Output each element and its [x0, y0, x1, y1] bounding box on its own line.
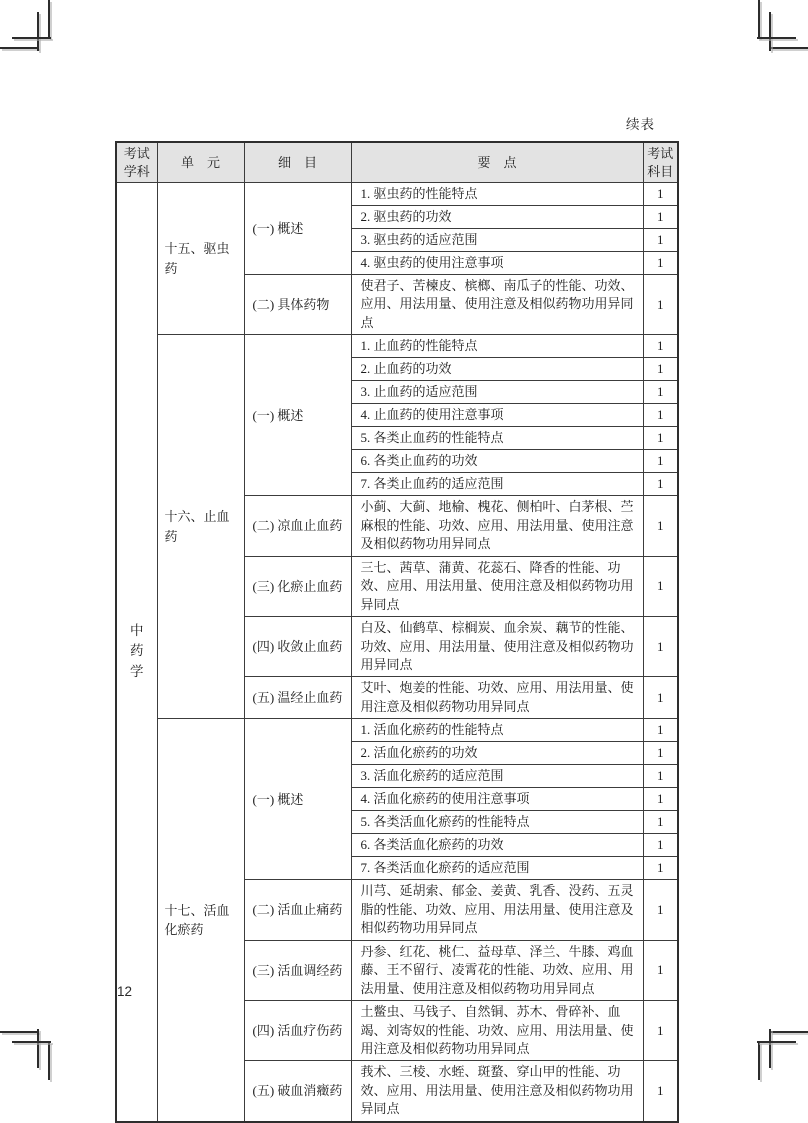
score-cell: 1	[643, 788, 678, 811]
point-cell: 艾叶、炮姜的性能、功效、应用、用法用量、使用注意及相似药物功用异同点	[351, 677, 643, 719]
item-cell: (三) 活血调经药	[244, 940, 351, 1000]
table-row	[116, 335, 678, 358]
crop-mark-bottom-left	[0, 1031, 38, 1033]
point-cell: 5. 各类活血化瘀药的性能特点	[351, 811, 643, 834]
score-cell: 1	[643, 252, 678, 275]
syllabus-table	[115, 141, 679, 1123]
crop-mark-bottom-left	[48, 1042, 50, 1080]
crop-mark-bottom-right	[769, 1029, 771, 1068]
score-cell: 1	[643, 335, 678, 358]
item-cell: (五) 破血消癥药	[244, 1061, 351, 1122]
score-cell: 1	[643, 427, 678, 450]
score-cell: 1	[643, 275, 678, 335]
score-cell: 1	[643, 880, 678, 940]
crop-mark-bottom-right	[758, 1042, 760, 1080]
crop-mark-top-left	[12, 37, 51, 39]
item-cell: (三) 化瘀止血药	[244, 556, 351, 616]
crop-mark-bottom-right	[770, 1031, 808, 1033]
score-cell: 1	[643, 404, 678, 427]
crop-mark-top-right	[770, 47, 808, 49]
item-cell: (二) 凉血止血药	[244, 496, 351, 556]
point-cell: 使君子、苦楝皮、槟榔、南瓜子的性能、功效、应用、用法用量、使用注意及相似药物功用异同点	[351, 275, 643, 335]
point-cell: 3. 止血药的适应范围	[351, 381, 643, 404]
point-cell: 土鳖虫、马钱子、自然铜、苏木、骨碎补、血竭、刘寄奴的性能、功效、应用、用法用量、使用注意及相似药物功用异同点	[351, 1001, 643, 1061]
point-cell: 2. 止血药的功效	[351, 358, 643, 381]
header-points: 要 点	[351, 142, 643, 183]
point-cell: 莪术、三棱、水蛭、斑蝥、穿山甲的性能、功效、应用、用法用量、使用注意及相似药物功用异同点	[351, 1061, 643, 1122]
point-cell: 1. 驱虫药的性能特点	[351, 183, 643, 206]
page-number: 12	[117, 984, 133, 999]
score-cell: 1	[643, 765, 678, 788]
header-unit: 单 元	[157, 142, 244, 183]
point-cell: 7. 各类止血药的适应范围	[351, 473, 643, 496]
crop-mark-top-right	[758, 0, 760, 38]
point-cell: 5. 各类止血药的性能特点	[351, 427, 643, 450]
item-cell: (一) 概述	[244, 335, 351, 496]
crop-mark-bottom-left	[37, 1029, 39, 1068]
score-cell: 1	[643, 677, 678, 719]
table-header-row	[116, 142, 678, 183]
score-cell: 1	[643, 617, 678, 677]
score-cell: 1	[643, 381, 678, 404]
score-cell: 1	[643, 229, 678, 252]
unit-cell: 十五、驱虫药	[157, 183, 244, 335]
point-cell: 4. 活血化瘀药的使用注意事项	[351, 788, 643, 811]
score-cell: 1	[643, 358, 678, 381]
crop-mark-top-left	[0, 47, 38, 49]
point-cell: 4. 驱虫药的使用注意事项	[351, 252, 643, 275]
subject-cell	[116, 183, 157, 1122]
table-row	[116, 719, 678, 742]
crop-mark-top-left	[37, 12, 39, 51]
point-cell: 2. 活血化瘀药的功效	[351, 742, 643, 765]
point-cell: 6. 各类活血化瘀药的功效	[351, 834, 643, 857]
score-cell: 1	[643, 940, 678, 1000]
score-cell: 1	[643, 1001, 678, 1061]
score-cell: 1	[643, 857, 678, 880]
crop-mark-bottom-right	[757, 1041, 796, 1043]
header-exam-discipline: 考试学科	[116, 142, 157, 183]
item-cell: (五) 温经止血药	[244, 677, 351, 719]
crop-mark-bottom-left	[12, 1041, 51, 1043]
item-cell: (一) 概述	[244, 719, 351, 880]
continued-table-label: 续表	[626, 117, 655, 132]
point-cell: 丹参、红花、桃仁、益母草、泽兰、牛膝、鸡血藤、王不留行、凌霄花的性能、功效、应用、用法用量、使用注意及相似药物功用异同点	[351, 940, 643, 1000]
crop-mark-top-left	[48, 0, 50, 38]
unit-cell: 十六、止血药	[157, 335, 244, 719]
score-cell: 1	[643, 811, 678, 834]
score-cell: 1	[643, 556, 678, 616]
point-cell: 7. 各类活血化瘀药的适应范围	[351, 857, 643, 880]
point-cell: 小蓟、大蓟、地榆、槐花、侧柏叶、白茅根、苎麻根的性能、功效、应用、用法用量、使用注意及相似药物功用异同点	[351, 496, 643, 556]
point-cell: 1. 活血化瘀药的性能特点	[351, 719, 643, 742]
score-cell: 1	[643, 742, 678, 765]
point-cell: 6. 各类止血药的功效	[351, 450, 643, 473]
unit-cell: 十七、活血化瘀药	[157, 719, 244, 1122]
score-cell: 1	[643, 183, 678, 206]
point-cell: 3. 活血化瘀药的适应范围	[351, 765, 643, 788]
crop-mark-top-right	[757, 37, 796, 39]
score-cell: 1	[643, 496, 678, 556]
score-cell: 1	[643, 450, 678, 473]
item-cell: (四) 活血疗伤药	[244, 1001, 351, 1061]
item-cell: (二) 活血止痛药	[244, 880, 351, 940]
item-cell: (四) 收敛止血药	[244, 617, 351, 677]
header-exam-subject: 考试科目	[643, 142, 678, 183]
subject-label: 中药学	[130, 622, 144, 680]
header-item: 细 目	[244, 142, 351, 183]
score-cell: 1	[643, 473, 678, 496]
point-cell: 2. 驱虫药的功效	[351, 206, 643, 229]
score-cell: 1	[643, 834, 678, 857]
point-cell: 4. 止血药的使用注意事项	[351, 404, 643, 427]
point-cell: 川芎、延胡索、郁金、姜黄、乳香、没药、五灵脂的性能、功效、应用、用法用量、使用注意及相似药物功用异同点	[351, 880, 643, 940]
crop-mark-top-right	[769, 12, 771, 51]
point-cell: 3. 驱虫药的适应范围	[351, 229, 643, 252]
point-cell: 1. 止血药的性能特点	[351, 335, 643, 358]
point-cell: 三七、茜草、蒲黄、花蕊石、降香的性能、功效、应用、用法用量、使用注意及相似药物功用异同点	[351, 556, 643, 616]
score-cell: 1	[643, 1061, 678, 1122]
score-cell: 1	[643, 719, 678, 742]
item-cell: (一) 概述	[244, 183, 351, 275]
item-cell: (二) 具体药物	[244, 275, 351, 335]
score-cell: 1	[643, 206, 678, 229]
syllabus-table-container	[115, 141, 679, 1123]
point-cell: 白及、仙鹤草、棕榈炭、血余炭、藕节的性能、功效、应用、用法用量、使用注意及相似药物功用异同点	[351, 617, 643, 677]
table-row	[116, 183, 678, 206]
